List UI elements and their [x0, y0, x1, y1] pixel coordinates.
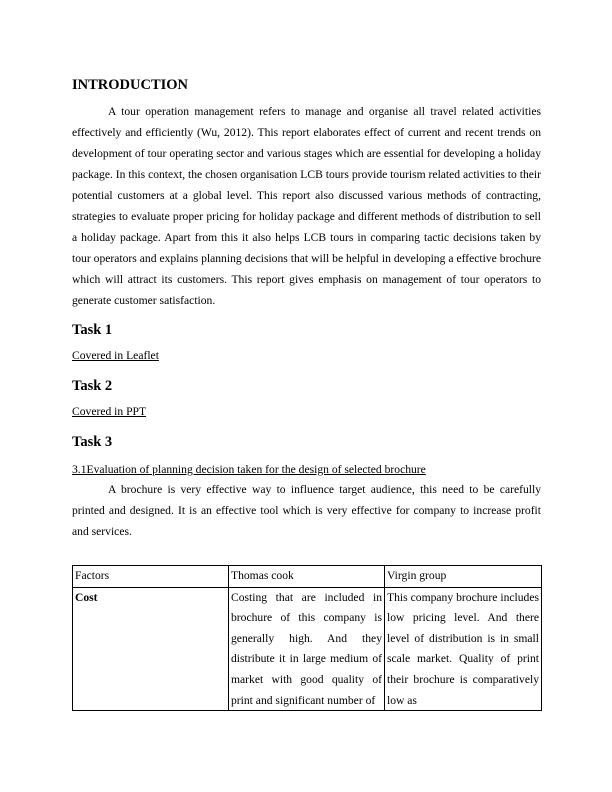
task3-paragraph: A brochure is very effective way to influence target audience, this need to be carefully printed and designed. It is an effective tool which is very effective for company to increase profit and services.: [72, 483, 541, 538]
table-cell-thomas-cook: [229, 587, 385, 710]
table-row: [73, 587, 542, 710]
virgin-group-cost-text: This company brochure includes low pricing level. And there level of distribution is in small scale market. Quality of print their brochure is comparatively low as: [387, 590, 539, 707]
task3-heading: Task 3: [72, 434, 113, 450]
comparison-table: [72, 565, 542, 711]
introduction-paragraph: A tour operation management refers to manage and organise all travel related activities effectively and efficiently (Wu, 2012). This report elaborates effect of current and recent trends on development of tour operating sector and various stages which are essential for developing a holiday package. In this context, the chosen organisation LCB tours provide tourism related activities to their potential customers at a global level. This report also discussed various methods of contracting, strategies to evaluate proper pricing for holiday package and different methods of distribution to sell a holiday package. Apart from this it also helps LCB tours in comparing tactic decisions taken by tour operators and explains planning decisions that will be helpful in developing a effective brochure which will attract its customers. This report gives emphasis on management of tour operators to generate customer satisfaction.: [72, 105, 541, 307]
table-cell-virgin-group: [385, 587, 542, 710]
page-content: [72, 76, 541, 711]
thomas-cook-cost-text: Costing that are included in brochure of this company is generally high. And they distribute it in large medium of market with good quality of print and significant number of: [231, 590, 382, 707]
table-header-factors: Factors: [73, 566, 229, 588]
introduction-heading: INTRODUCTION: [72, 77, 189, 93]
table-header-row: [73, 566, 542, 588]
table-cell-factor: [73, 587, 229, 710]
factor-cost: Cost: [75, 590, 98, 604]
table-header-thomas-cook: Thomas cook: [229, 566, 385, 588]
task1-heading: Task 1: [72, 322, 113, 338]
task2-link: Covered in PPT: [72, 405, 147, 418]
task2-heading: Task 2: [72, 378, 113, 394]
table-header-virgin-group: Virgin group: [385, 566, 542, 588]
task3-subheading: 3.1Evaluation of planning decision taken for the design of selected brochure: [72, 463, 426, 476]
task1-link: Covered in Leaflet: [72, 349, 159, 362]
